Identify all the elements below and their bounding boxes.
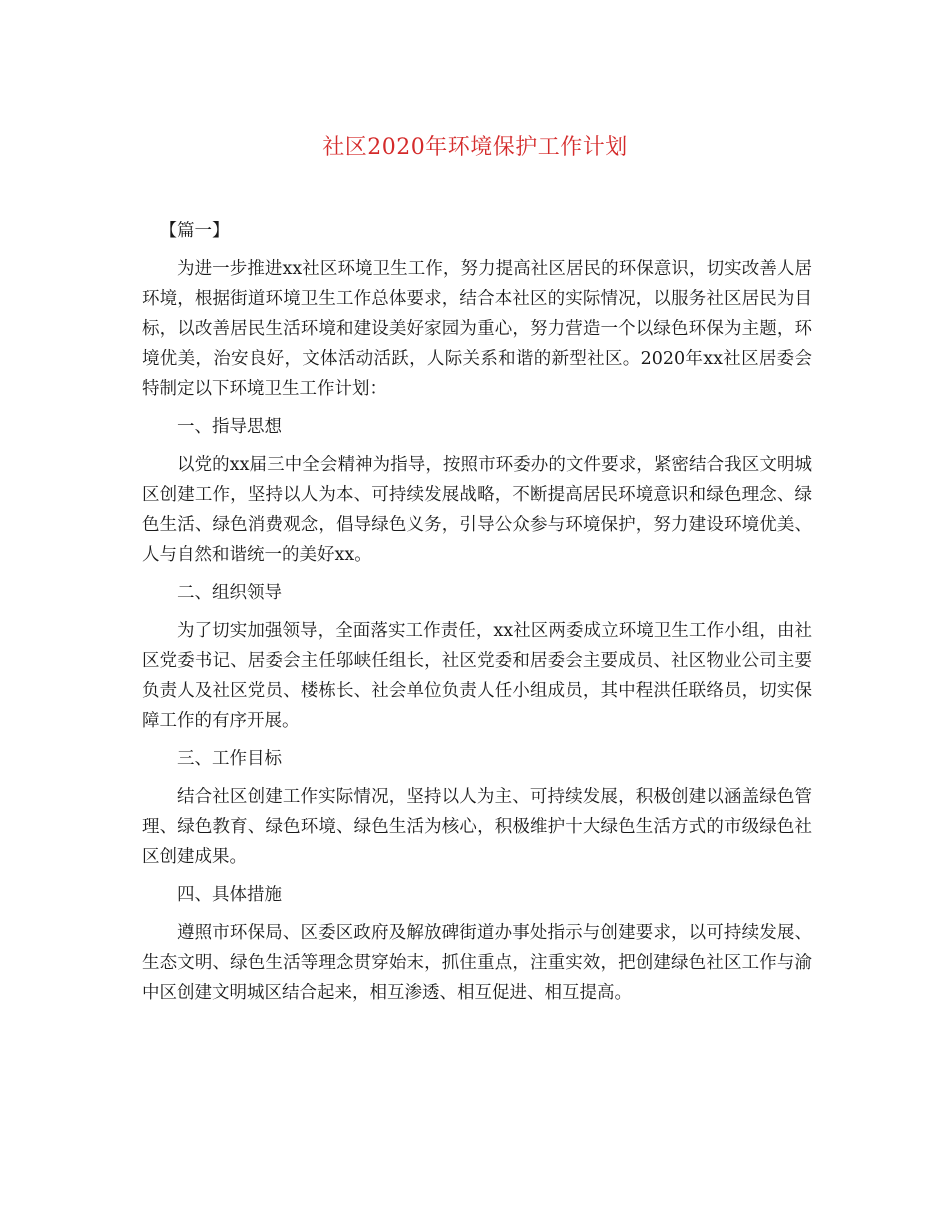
section-marker: 【篇一】	[159, 221, 230, 241]
guiding-ideology-paragraph: 以党的xx届三中全会精神为指导，按照市环委办的文件要求，紧密结合我区文明城区创建工作，坚持以人为本、可持续发展战略，不断提高居民环境意识和绿色理念、绿色生活、绿色消费观念，倡导绿色义务，引导公众参与环境保护，努力建设环境优美、人与自然和谐统一的美好xx。	[142, 455, 812, 565]
section-heading-guiding-ideology: 一、指导思想	[177, 417, 282, 437]
organization-paragraph: 为了切实加强领导，全面落实工作责任，xx社区两委成立环境卫生工作小组，由社区党委书记、居委会主任邬峡任组长，社区党委和居委会主要成员、社区物业公司主要负责人及社区党员、楼栋长、社会单位负责人任小组成员，其中程洪任联络员，切实保障工作的有序开展。	[142, 621, 812, 731]
document-title: 社区2020年环境保护工作计划	[322, 135, 628, 160]
document-body	[142, 216, 812, 1016]
intro-paragraph: 为进一步推进xx社区环境卫生工作，努力提高社区居民的环保意识，切实改善人居环境，根据街道环境卫生工作总体要求，结合本社区的实际情况，以服务社区居民为目标，以改善居民生活环境和建设美好家园为重心，努力营造一个以绿色环保为主题，环境优美，治安良好，文体活动活跃，人际关系和谐的新型社区。2020年xx社区居委会特制定以下环境卫生工作计划：	[142, 259, 812, 399]
section-heading-organization: 二、组织领导	[177, 583, 282, 603]
measures-paragraph: 遵照市环保局、区委区政府及解放碑街道办事处指示与创建要求，以可持续发展、生态文明、绿色生活等理念贯穿始末，抓住重点，注重实效，把创建绿色社区工作与渝中区创建文明城区结合起来，相互渗透、相互促进、相互提高。	[142, 923, 812, 1003]
section-heading-goals: 三、工作目标	[177, 749, 282, 769]
goals-paragraph: 结合社区创建工作实际情况，坚持以人为主、可持续发展，积极创建以涵盖绿色管理、绿色教育、绿色环境、绿色生活为核心，积极维护十大绿色生活方式的市级绿色社区创建成果。	[142, 787, 812, 867]
section-heading-measures: 四、具体措施	[177, 885, 282, 905]
